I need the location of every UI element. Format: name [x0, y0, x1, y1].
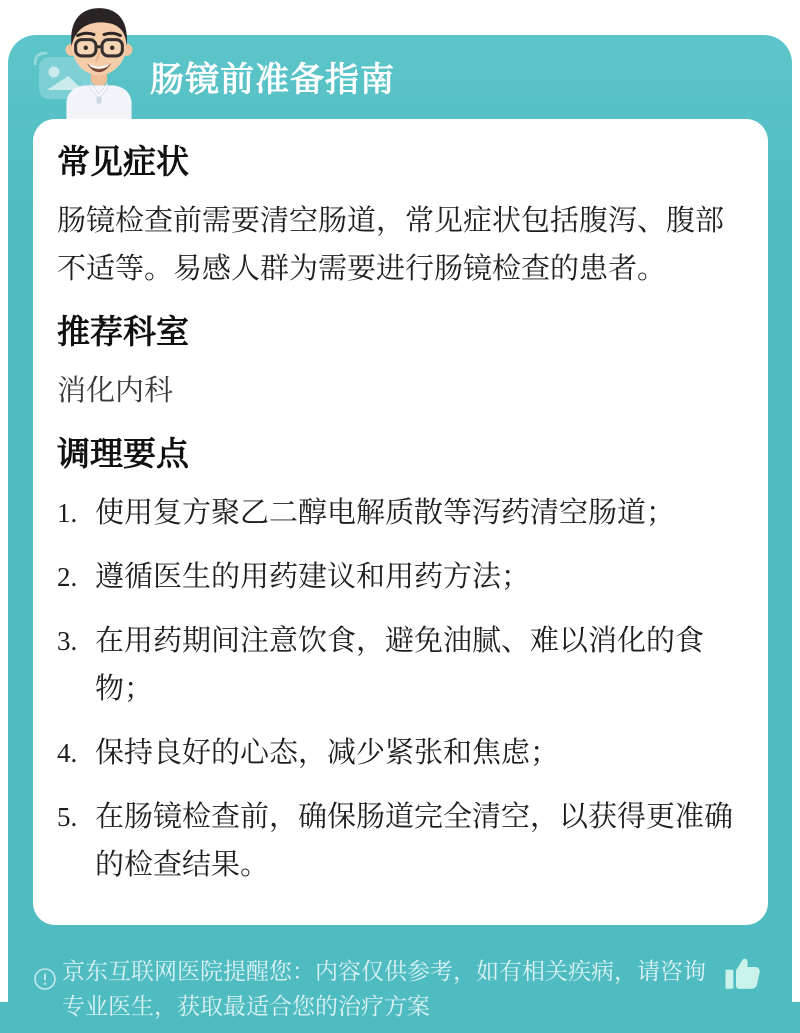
content-card: [33, 119, 768, 925]
footer-disclaimer: 京东互联网医院提醒您：内容仅供参考，如有相关疾病，请咨询专业医生，获取最适合您的治疗方案: [62, 958, 706, 1019]
page-title: 肠镜前准备指南: [150, 61, 395, 99]
list-item: 在肠镜检查前，确保肠道完全清空，以获得更准确的检查结果。: [95, 801, 734, 881]
list-item: 使用复方聚乙二醇电解质散等泻药清空肠道；: [95, 497, 676, 529]
doctor-avatar: [46, 2, 152, 120]
list-item: 在用药期间注意饮食，避免油腻、难以消化的食物；: [95, 625, 705, 705]
alert-circle-icon: [33, 967, 57, 991]
list-item: 遵循医生的用药建议和用药方法；: [95, 561, 531, 593]
section-heading-department: 推荐科室: [57, 313, 189, 350]
section-heading-key-points: 调理要点: [57, 435, 189, 472]
thumbs-up-icon[interactable]: [722, 953, 764, 995]
footer: [0, 940, 800, 1033]
section-heading-symptoms: 常见症状: [57, 143, 189, 180]
symptoms-paragraph: 肠镜检查前需要清空肠道，常见症状包括腹泻、腹部不适等。易感人群为需要进行肠镜检查的患者。: [57, 205, 725, 285]
key-points-list: [57, 489, 744, 889]
list-item: 保持良好的心态，减少紧张和焦虑；: [95, 737, 560, 769]
department-value: 消化内科: [57, 375, 174, 407]
